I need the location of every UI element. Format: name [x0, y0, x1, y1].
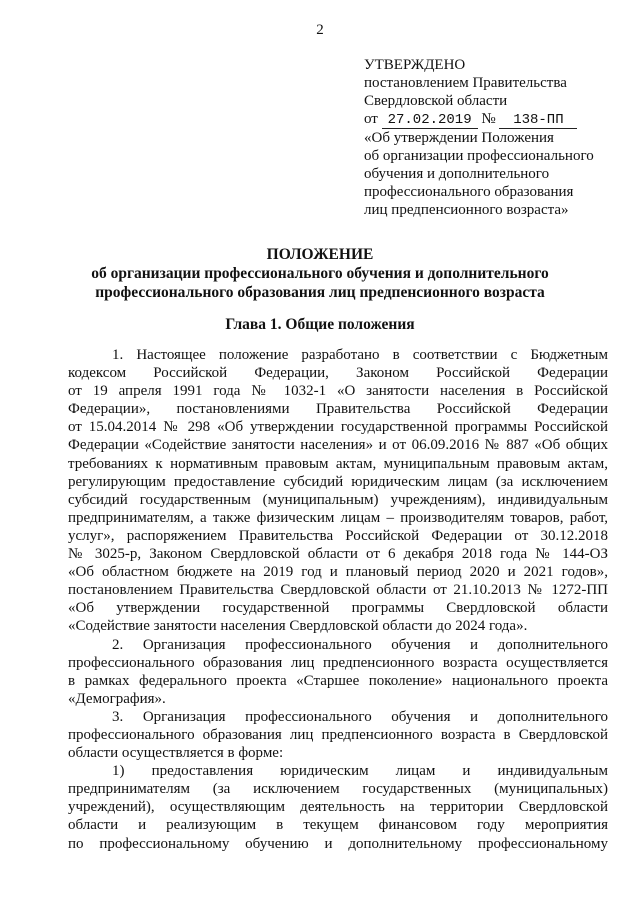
approval-date-line: [364, 110, 634, 129]
approval-number: 138-ПП: [499, 112, 577, 129]
text-line: «Об областном бюджете на 2019 год и плановый период 2020 и 2021 годов»,: [68, 564, 608, 581]
approval-line-1: постановлением Правительства: [364, 75, 567, 91]
text-line: от 15.04.2014 № 298 «Об утверждении государственной программы Российской: [68, 419, 608, 436]
text-line: регулирующим предоставление субсидий юридическим лицам (за исключением: [68, 473, 608, 490]
chapter-heading: Глава 1. Общие положения: [225, 316, 415, 333]
approval-subject-2: об организации профессионального: [364, 148, 594, 164]
text-line: кодексом Российской Федерации, Законом Российской Федерации: [68, 365, 608, 382]
text-line: «Содействие занятости населения Свердловской области до 2024 года».: [68, 618, 528, 635]
approval-subject-5: лиц предпенсионного возраста»: [364, 202, 569, 218]
page-number: 2: [316, 22, 324, 38]
text-line: по профессиональному обучению и дополнительному профессиональному: [68, 835, 608, 852]
text-line: предпринимателям (за исключением государственных (муниципальных): [68, 781, 608, 798]
text-line: в рамках федерального проекта «Старшее поколение» национального проекта: [68, 672, 608, 689]
text-line: требованиях к нормативным правовым актам, муниципальным правовым актам,: [68, 455, 608, 472]
text-line: 3. Организация профессионального обучения и дополнительного: [112, 708, 608, 725]
approval-subject-3: обучения и дополнительного: [364, 166, 550, 182]
approval-subject-1: «Об утверждении Положения: [364, 130, 554, 146]
text-line: Федерации «Содействие занятости населения» и от 06.09.2016 № 887 «Об общих: [68, 437, 608, 454]
text-line: учреждений), осуществляющим деятельность на территории Свердловской: [68, 799, 608, 816]
text-line: 1) предоставления юридическим лицам и индивидуальным: [112, 763, 608, 780]
text-line: профессионального образования лиц предпенсионного возраста в Свердловской: [68, 726, 608, 743]
text-line: услуг», распоряжением Правительства Российской Федерации от 30.12.2018: [68, 527, 608, 544]
text-line: постановлением Правительства Свердловской области от 21.10.2013 № 1272-ПП: [68, 582, 608, 599]
approval-stamp: [364, 56, 634, 219]
text-line: 2. Организация профессионального обучения и дополнительного: [112, 636, 608, 653]
document-subtitle-1: об организации профессионального обучения и дополнительного: [91, 265, 549, 282]
text-line: области и реализующим в текущем финансовом году мероприятия: [68, 817, 608, 834]
text-line: 1. Настоящее положение разработано в соответствии с Бюджетным: [112, 347, 608, 363]
text-line: от 19 апреля 1991 года № 1032-1 «О занятости населения в Российской: [68, 383, 608, 400]
approval-date: 27.02.2019: [382, 112, 478, 129]
text-line: предпринимателям, а также физическим лицам – производителям товаров, работ,: [68, 509, 608, 526]
approval-num-sign: №: [481, 111, 496, 127]
approval-ot: от: [364, 111, 378, 127]
text-line: субсидий государственным (муниципальным) учреждениям), индивидуальным: [68, 491, 608, 508]
text-line: профессионального образования лиц предпенсионного возраста осуществляется: [68, 654, 608, 671]
document-title: ПОЛОЖЕНИЕ: [266, 246, 374, 263]
text-line: области осуществляется в форме:: [68, 745, 284, 762]
text-line: Федерации», постановлениями Правительства Российской Федерации: [68, 401, 608, 418]
document-body: [68, 346, 608, 853]
text-line: «Об утверждении государственной программы Свердловской области: [68, 600, 608, 617]
text-line: № 3025-р, Законом Свердловской области от 6 декабря 2018 года № 144-ОЗ: [68, 546, 608, 563]
approval-line-2: Свердловской области: [364, 93, 508, 109]
document-subtitle-2: профессионального образования лиц предпенсионного возраста: [95, 284, 545, 301]
text-line: «Демография».: [68, 690, 166, 707]
approval-title: УТВЕРЖДЕНО: [364, 57, 466, 73]
approval-subject-4: профессионального образования: [364, 184, 574, 200]
